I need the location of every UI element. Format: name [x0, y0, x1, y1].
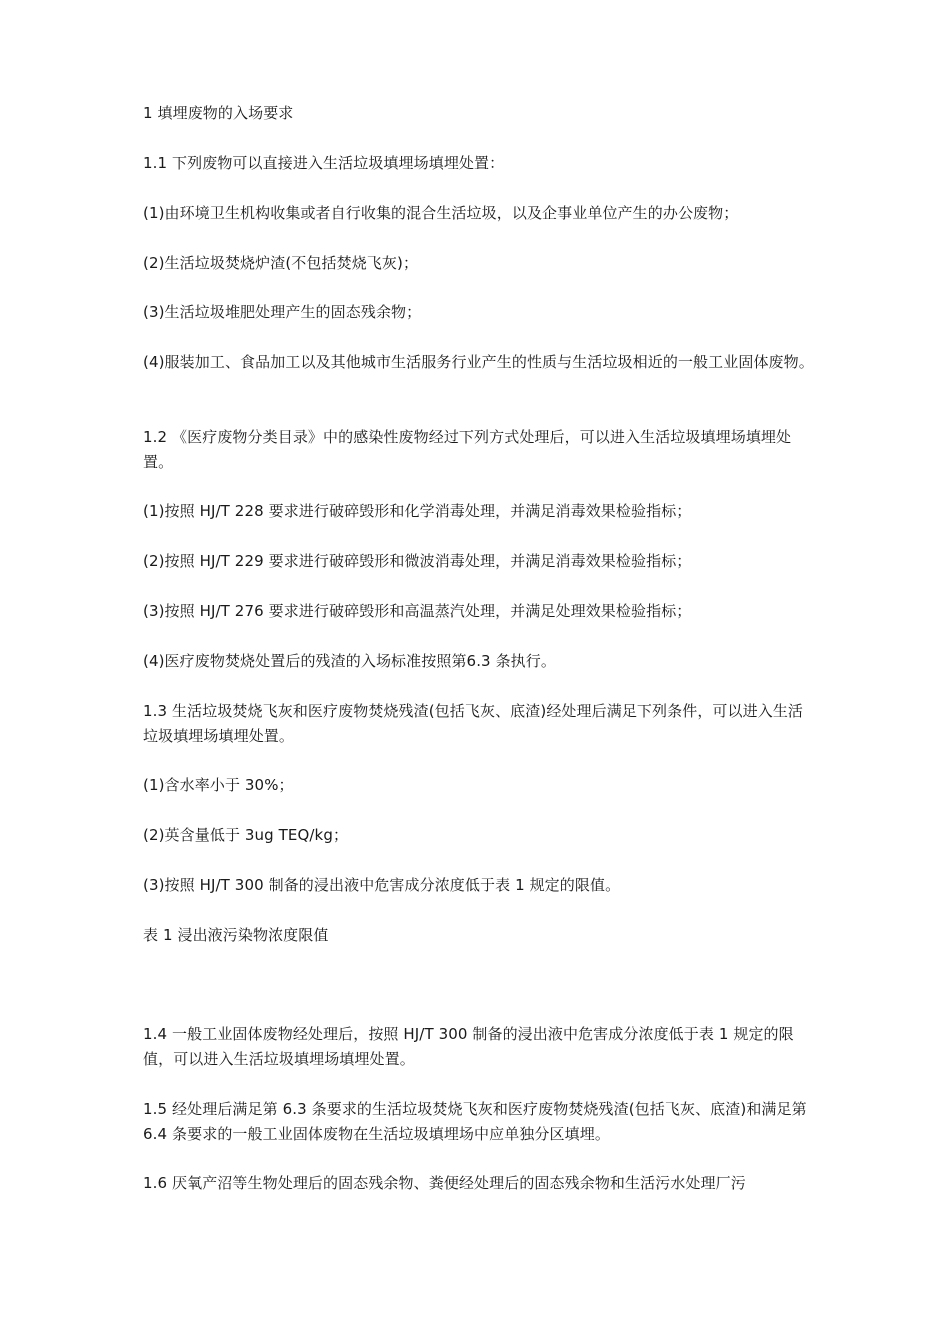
- list-item-1-3-2: (2)英含量低于 3ug TEQ/kg；: [143, 826, 349, 844]
- list-item-1-1-1: (1)由环境卫生机构收集或者自行收集的混合生活垃圾，以及企事业单位产生的办公废物；: [143, 204, 739, 222]
- list-item-1-1-3: (3)生活垃圾堆肥处理产生的固态残余物；: [143, 303, 422, 321]
- paragraph-1-5: 1.5 经处理后满足第 6.3 条要求的生活垃圾焚烧飞灰和医疗废物焚烧残渣(包括飞灰、底渣)和满足第 6.4 条要求的一般工业固体废物在生活垃圾填埋场中应单独分区填埋。: [143, 1100, 807, 1143]
- list-item-1-1-4: (4)服装加工、食品加工以及其他城市生活服务行业产生的性质与生活垃圾相近的一般工业固体废物。: [143, 353, 814, 371]
- paragraph-1-4: 1.4 一般工业固体废物经处理后，按照 HJ/T 300 制备的浸出液中危害成分浓度低于表 1 规定的限值，可以进入生活垃圾填埋场填埋处置。: [143, 1025, 794, 1068]
- list-item-1-2-3: (3)按照 HJ/T 276 要求进行破碎毁形和高温蒸汽处理，并满足处理效果检验指标；: [143, 602, 692, 620]
- list-item-1-2-4: (4)医疗废物焚烧处置后的残渣的入场标准按照第6.3 条执行。: [143, 652, 556, 670]
- list-item-1-2-1: (1)按照 HJ/T 228 要求进行破碎毁形和化学消毒处理，并满足消毒效果检验指标；: [143, 502, 692, 520]
- section-heading-1: 1 填埋废物的入场要求: [143, 104, 294, 122]
- paragraph-1-1: 1.1 下列废物可以直接进入生活垃圾填埋场填埋处置：: [143, 154, 505, 172]
- paragraph-1-2: 1.2 《医疗废物分类目录》中的感染性废物经过下列方式处理后，可以进入生活垃圾填埋场填埋处置。: [143, 428, 792, 471]
- list-item-1-3-3: (3)按照 HJ/T 300 制备的浸出液中危害成分浓度低于表 1 规定的限值。: [143, 876, 621, 894]
- list-item-1-3-1: (1)含水率小于 30%；: [143, 776, 294, 794]
- paragraph-1-3: 1.3 生活垃圾焚烧飞灰和医疗废物焚烧残渣(包括飞灰、底渣)经处理后满足下列条件，可以进入生活垃圾填埋场填埋处置。: [143, 702, 804, 745]
- paragraph-1-6: 1.6 厌氧产沼等生物处理后的固态残余物、粪便经处理后的固态残余物和生活污水处理厂污: [143, 1174, 746, 1192]
- table-caption: 表 1 浸出液污染物浓度限值: [143, 926, 329, 944]
- list-item-1-1-2: (2)生活垃圾焚烧炉渣(不包括焚烧飞灰)；: [143, 254, 419, 272]
- list-item-1-2-2: (2)按照 HJ/T 229 要求进行破碎毁形和微波消毒处理，并满足消毒效果检验指标；: [143, 552, 692, 570]
